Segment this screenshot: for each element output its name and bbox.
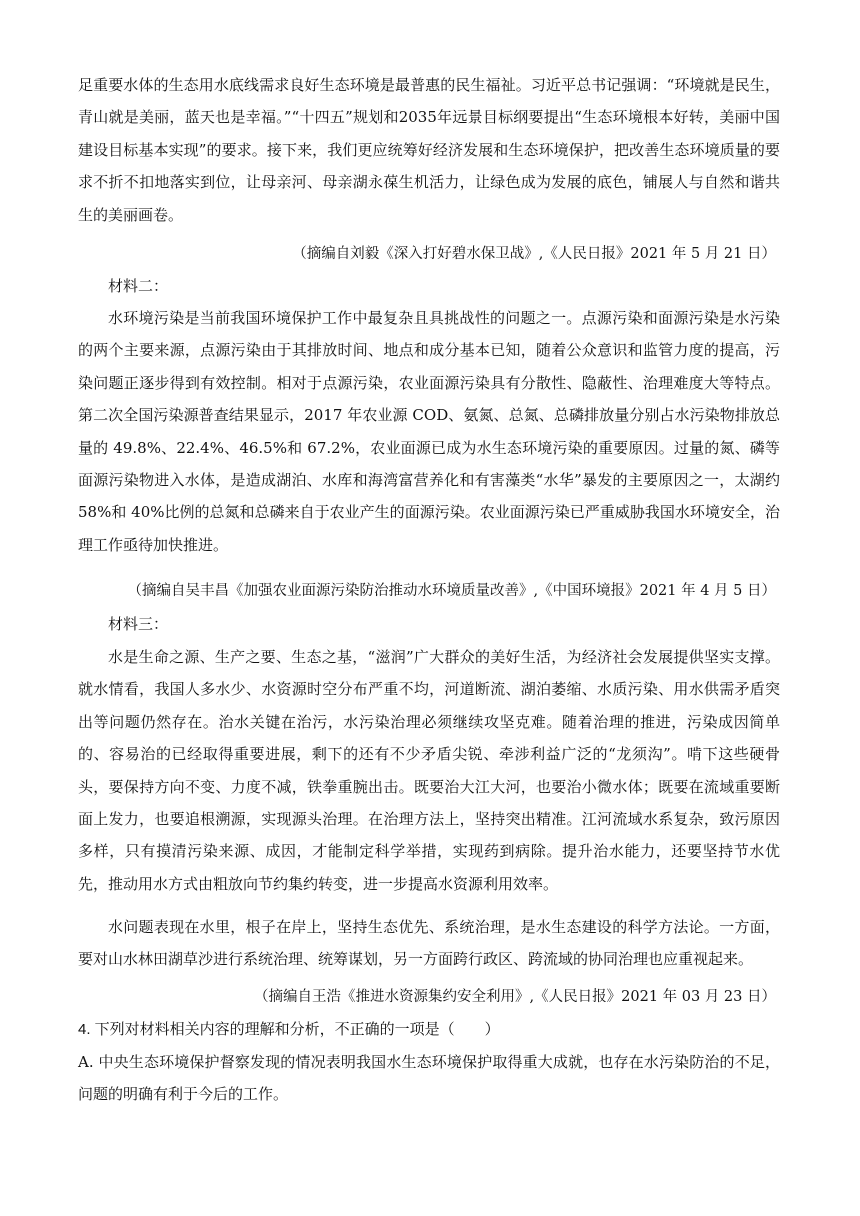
material3-label: 材料三：	[108, 615, 169, 633]
material2-source: （摘编自吴丰昌《加强农业面源污染防治推动水环境质量改善》,《中国环境报》2021 年 4 月 5 日）	[127, 583, 776, 599]
question-stem: 4. 下列对材料相关内容的理解和分析，不正确的一项是（ ）	[78, 1021, 500, 1038]
material1-source: （摘编自刘毅《深入打好碧水保卫战》,《人民日报》2021 年 5 月 21 日）	[292, 246, 776, 262]
material1-tail-paragraph: 足重要水体的生态用水底线需求良好生态环境是最普惠的民生福祉。习近平总书记强调：“环境就是民生，青山就是美丽，蓝天也是幸福。”“十四五”规划和2035年远景目标纲要提出“生态环境根本好转，美丽中国建设目标基本实现”的要求。接下来，我们更应统筹好经济发展和生态环境保护，把改善生态环境质量的要求不折不扣地落实到位，让母亲河、母亲湖永葆生机活力，让绿色成为发展的底色，铺展人与自然和谐共生的美丽画卷。	[78, 76, 780, 224]
material3-source: （摘编自王浩《推进水资源集约安全利用》,《人民日报》2021 年 03 月 23 日）	[254, 989, 776, 1005]
option-a: A. 中央生态环境保护督察发现的情况表明我国水生态环境保护取得重大成就，也存在水污染防治的不足，问题的明确有利于今后的工作。	[78, 1053, 780, 1103]
material2-label: 材料二：	[108, 277, 169, 295]
material3-paragraph-1: 水是生命之源、生产之要、生态之基，“滋润”广大群众的美好生活，为经济社会发展提供坚实支撑。就水情看，我国人多水少、水资源时空分布严重不均，河道断流、湖泊萎缩、水质污染、用水供需矛盾突出等问题仍然存在。治水关键在治污，水污染治理必须继续攻坚克难。随着治理的推进，污染成因简单的、容易治的已经取得重要进展，剩下的还有不少矛盾尖锐、牵涉利益广泛的“龙须沟”。啃下这些硬骨头，要保持方向不变、力度不减，铁拳重腕出击。既要治大江大河，也要治小微水体；既要在流域重要断面上发力，也要追根溯源，实现源头治理。在治理方法上，坚持突出精准。江河流域水系复杂，致污原因多样，只有摸清污染来源、成因，才能制定科学举措，实现药到病除。提升治水能力，还要坚持节水优先，推动用水方式由粗放向节约集约转变，进一步提高水资源利用效率。	[78, 648, 780, 893]
material2-paragraph: 水环境污染是当前我国环境保护工作中最复杂且具挑战性的问题之一。点源污染和面源污染是水污染的两个主要来源，点源污染由于其排放时间、地点和成分基本已知，随着公众意识和监管力度的提高，污染问题正逐步得到有效控制。相对于点源污染，农业面源污染具有分散性、隐蔽性、治理难度大等特点。第二次全国污染源普查结果显示，2017 年农业源 COD、氨氮、总氮、总磷排放量分别占水污染物排放总量的 49.8%、22.4%、46.5%和 67.2%，农业面源已成为水生态环境污染的重要原因。过量的氮、磷等面源污染物进入水体，是造成湖泊、水库和海湾富营养化和有害藻类“水华”暴发的主要原因之一，太湖约 58%和 40%比例的总氮和总磷来自于农业产生的面源污染。农业面源污染已严重威胁我国水环境安全，治理工作亟待加快推进。	[78, 309, 780, 554]
material3-paragraph-2: 水问题表现在水里，根子在岸上，坚持生态优先、系统治理，是水生态建设的科学方法论。一方面，要对山水林田湖草沙进行系统治理、统筹谋划，另一方面跨行政区、跨流域的协同治理也应重视起来。	[78, 918, 780, 969]
